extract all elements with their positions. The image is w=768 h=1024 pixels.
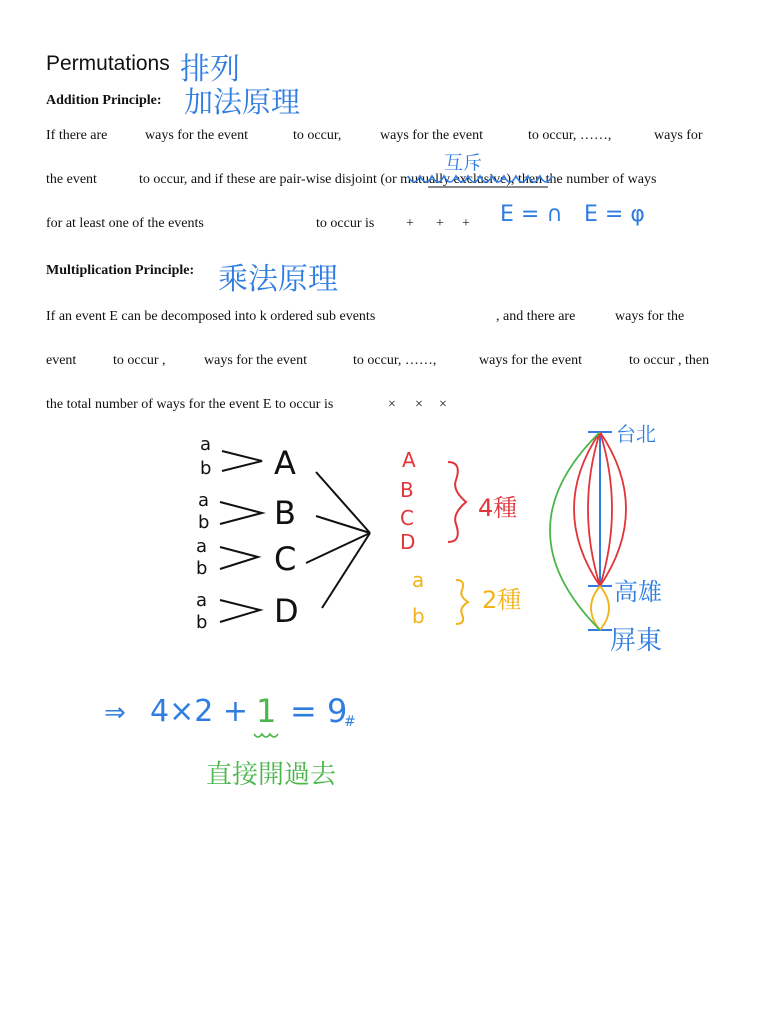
formula-arrow: ⇒ xyxy=(104,698,126,728)
route-red xyxy=(588,432,600,586)
multiplication-text: ways for the event xyxy=(204,353,308,368)
multiplication-text: the total number of ways for the event E to occur is xyxy=(46,397,334,412)
city-pingtung: 屏東 xyxy=(610,626,663,656)
route-orange xyxy=(600,586,609,630)
letter-a: a xyxy=(196,536,208,557)
chevron-b xyxy=(220,502,262,524)
red-count: 4種 xyxy=(478,494,518,522)
plus-sign: + xyxy=(436,216,444,231)
letter-a: a xyxy=(200,434,212,455)
route-orange xyxy=(591,586,600,630)
multiplication-text: If an event E can be decomposed into k ordered sub events xyxy=(46,309,376,324)
red-A: A xyxy=(402,448,416,472)
orange-brace xyxy=(456,580,468,624)
multiplication-text: , and there are xyxy=(496,309,576,324)
multiplication-text: ways for the xyxy=(615,309,685,324)
addition-text: for at least one of the events xyxy=(46,216,204,231)
letter-a: a xyxy=(196,590,208,611)
letter-A: A xyxy=(274,444,296,482)
city-kaohsiung: 高雄 xyxy=(614,578,662,606)
multiplication-text: to occur, ……, xyxy=(353,353,437,368)
chevron-d xyxy=(220,600,260,622)
title-handwritten: 排列 xyxy=(180,52,240,87)
formula-right: = 9 xyxy=(290,692,348,730)
route-red xyxy=(600,432,612,586)
addition-text: If there are xyxy=(46,128,108,143)
letter-b: b xyxy=(200,458,212,479)
formula-note: 直接開過去 xyxy=(206,760,337,790)
addition-handwritten: 加法原理 xyxy=(184,85,301,119)
red-B: B xyxy=(400,478,414,502)
plus-sign: + xyxy=(462,216,470,231)
orange-b: b xyxy=(412,604,425,628)
addition-text: ways for xyxy=(654,128,703,143)
multiplication-text: to occur , then xyxy=(629,353,710,368)
multiplication-text: ways for the event xyxy=(479,353,583,368)
multiplication-text: event xyxy=(46,353,77,368)
addition-text: ways for the event xyxy=(145,128,249,143)
formula-left: 4×2 + xyxy=(150,694,248,729)
addition-heading: Addition Principle: xyxy=(46,93,162,108)
times-sign: × xyxy=(388,397,396,412)
addition-text: to occur, ……, xyxy=(528,128,612,143)
orange-a: a xyxy=(412,568,425,592)
times-sign: × xyxy=(415,397,423,412)
letter-B: B xyxy=(274,494,296,532)
red-D: D xyxy=(400,530,416,554)
chevron-a xyxy=(222,451,262,471)
red-C: C xyxy=(400,506,414,530)
plus-sign: + xyxy=(406,216,414,231)
route-red xyxy=(600,432,626,586)
letter-b: b xyxy=(196,558,208,579)
multiplication-handwritten: 乘法原理 xyxy=(218,262,338,297)
annotation-intersect: E = ∩ xyxy=(500,202,563,227)
route-red xyxy=(574,432,600,586)
multiplication-text: to occur , xyxy=(113,353,166,368)
letter-C: C xyxy=(274,540,297,578)
times-sign: × xyxy=(439,397,447,412)
addition-text: to occur, xyxy=(293,128,342,143)
green-squiggle xyxy=(254,734,278,737)
wavy-underline xyxy=(408,176,552,182)
formula-suffix: # xyxy=(344,714,356,730)
red-brace xyxy=(448,462,466,542)
addition-text: to occur, and if these are pair-wise disjoint (or mutually exclusive), then the number of ways xyxy=(139,172,657,187)
city-taipei: 台北 xyxy=(616,422,656,446)
annotation-huchi: 互斥 xyxy=(444,152,483,174)
page-title: Permutations xyxy=(46,52,170,75)
addition-text: the event xyxy=(46,172,97,187)
orange-count: 2種 xyxy=(482,586,522,614)
annotation-empty: E = φ xyxy=(584,202,645,227)
multiplication-heading: Multiplication Principle: xyxy=(46,263,195,278)
addition-text: ways for the event xyxy=(380,128,484,143)
letter-b: b xyxy=(198,512,210,533)
letter-D: D xyxy=(274,592,299,630)
letter-a: a xyxy=(198,490,210,511)
letter-b: b xyxy=(196,612,208,633)
formula-one: 1 xyxy=(256,692,277,730)
chevron-c xyxy=(220,547,258,569)
addition-text: to occur is xyxy=(316,216,375,231)
